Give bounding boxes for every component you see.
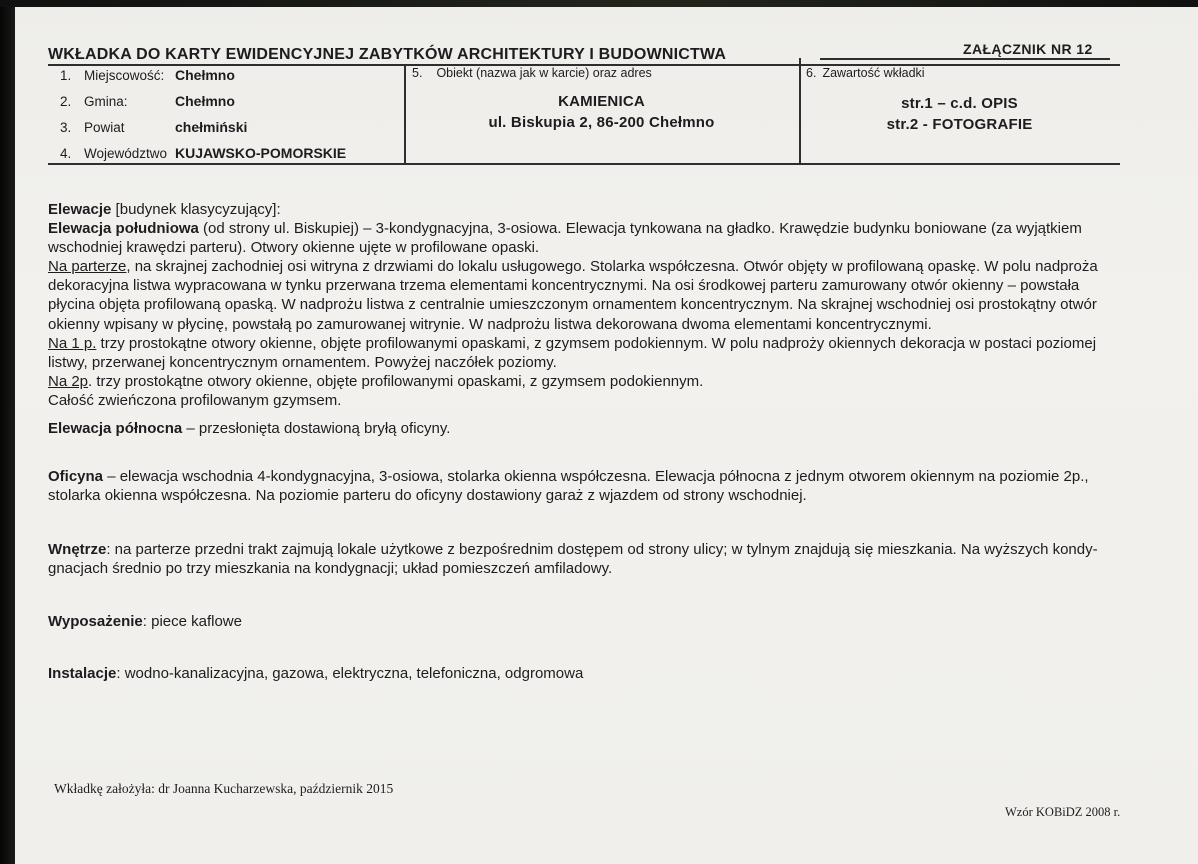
text-segment: stolarka okienna współczesna. Na poziomie parteru do oficyny dostawiony garaż z wjazdem od strony wschodniej. <box>48 487 807 505</box>
text-segment: , na skrajnej zachodniej osi witryna z drzwiami do lokalu usługowego. Stolarka współczesna. Otwór objęty w profilowaną opaskę. W polu nadproża <box>126 258 1098 276</box>
text-segment: (od strony ul. Biskupiej) – 3-kondygnacyjna, 3-osiowa. Elewacja tynkowana na gładko. Krawędzie budynku boniowane (za wyjątkiem <box>198 220 1082 238</box>
field-value: KUJAWSKO-POMORSKIE <box>175 145 347 161</box>
text-line <box>48 353 1098 372</box>
template-note: Wzór KOBiDZ 2008 r. <box>1005 805 1121 819</box>
text-segment: Wyposażenie <box>48 613 143 630</box>
text-line <box>48 276 1098 295</box>
text-segment: Wnętrze <box>48 541 107 558</box>
text-line <box>48 486 1089 505</box>
text-segment: [budynek klasycyzujący]: <box>111 201 281 218</box>
text-segment: listwy, przerwanej koncentrycznym ornamentem. Powyżej naczółek poziomy. <box>48 353 557 371</box>
text-line <box>48 257 1098 276</box>
field-number: 1. <box>60 68 72 83</box>
page-title: WKŁADKA DO KARTY EWIDENCYJNEJ ZABYTKÓW ARCHITEKTURY I BUDOWNICTWA <box>48 46 727 63</box>
text-segment: trzy prostokątne otwory okienne, objęte profilowanymi opaskami, z gzymsem podokiennym. W polu nadproży okiennych dekoracja w postaci poziomej <box>96 334 1097 352</box>
object-section-header-label: Obiekt (nazwa jak w karcie) oraz adres <box>436 66 652 80</box>
field-label: Gmina: <box>84 94 128 109</box>
paragraph <box>48 612 242 631</box>
text-line <box>48 540 1098 559</box>
text-line <box>48 419 450 438</box>
contents-line-1: str.1 – c.d. OPIS <box>901 95 1018 112</box>
field-label: Miejscowość: <box>84 68 165 83</box>
contents-section-header-label: Zawartość wkładki <box>822 66 925 80</box>
text-line <box>48 238 1098 257</box>
field-label: Powiat <box>84 120 125 135</box>
text-segment: : na parterze przedni trakt zajmują lokale użytkowe z bezpośrednim dostępem od strony ulicy; w tylnym znajdują się mieszkania. Na wyższych kondy- <box>106 541 1098 558</box>
text-line <box>48 334 1098 353</box>
field-label: Województwo <box>84 146 168 161</box>
text-line <box>48 664 583 683</box>
author-note: Wkładkę założyła: dr Joanna Kucharzewska, październik 2015 <box>54 781 394 796</box>
text-line <box>48 219 1098 238</box>
text-segment: . trzy prostokątne otwory okienne, objęte profilowanymi opaskami, z gzymsem podokiennym. <box>88 372 704 390</box>
text-segment: Instalacje <box>48 665 117 682</box>
text-line <box>48 612 242 631</box>
object-name: KAMIENICA <box>558 93 645 110</box>
text-line <box>48 467 1089 486</box>
text-segment: Całość zwieńczona profilowanym gzymsem. <box>48 391 342 409</box>
object-section-number: 5. <box>412 66 423 80</box>
text-segment: : wodno-kanalizacyjna, gazowa, elektryczna, telefoniczna, odgromowa <box>116 665 584 682</box>
text-segment: gnacjach średnio po trzy mieszkania na kondygnacji; układ pomieszczeń amfiladowy. <box>48 560 613 578</box>
text-segment: okienny wpisany w płycinę, powstałą po zamurowanej witrynie. W nadprożu listwa dekorowana dwoma elementami koncentrycznymi. <box>48 315 932 333</box>
contents-line-2: str.2 - FOTOGRAFIE <box>886 116 1033 133</box>
text-line <box>48 372 1098 391</box>
paragraph <box>48 200 1098 410</box>
text-segment: Elewacja południowa <box>48 220 199 238</box>
paragraph <box>48 664 583 683</box>
text-segment: Elewacje <box>48 201 112 218</box>
text-segment: Na parterze <box>48 258 127 276</box>
text-segment: dekoracyjna listwa wypracowana w tynku przerwana trzema elementami koncentrycznymi. Na osi środkowej parteru zamurowany otwór okienny – powstała <box>48 277 1080 295</box>
field-value: chełmiński <box>175 119 248 135</box>
text-segment: Elewacja północna <box>48 420 183 437</box>
field-number: 3. <box>60 120 72 135</box>
text-segment: – przesłonięta dostawioną bryłą oficyny. <box>182 420 451 437</box>
field-value: Chełmno <box>175 67 235 83</box>
text-line <box>48 559 1098 578</box>
text-line <box>48 315 1098 334</box>
paragraph <box>48 540 1098 578</box>
text-line <box>48 200 1098 219</box>
contents-section-number: 6. <box>806 66 817 80</box>
text-segment: Na 1 p. <box>48 334 97 352</box>
paragraph <box>48 467 1089 505</box>
text-line <box>48 391 1098 410</box>
object-address: ul. Biskupia 2, 86-200 Chełmno <box>488 114 715 131</box>
text-segment: – elewacja wschodnia 4-kondygnacyjna, 3-osiowa, stolarka okienna współczesna. Elewacja północna z jednym otworem okiennym na poziomie 2p., <box>103 468 1089 485</box>
field-number: 4. <box>60 146 72 161</box>
text-segment: Na 2p <box>48 372 89 390</box>
text-line <box>48 295 1098 314</box>
text-segment: wschodniej krawędzi parteru). Otwory okienne ujęte w profilowane opaski. <box>48 239 540 257</box>
field-number: 2. <box>60 94 72 109</box>
paragraph <box>48 419 450 438</box>
text-segment: płycina objęta profilowaną opaską. W nadprożu listwa z centralnie umieszczonym ornamentem koncentrycznym. Na skrajnej wschodniej osi prostokątny otwór <box>48 296 1097 314</box>
text-segment: Oficyna <box>48 468 104 485</box>
attachment-label: ZAŁĄCZNIK NR 12 <box>963 41 1093 57</box>
text-segment: : piece kaflowe <box>142 613 242 630</box>
field-value: Chełmno <box>175 93 235 109</box>
